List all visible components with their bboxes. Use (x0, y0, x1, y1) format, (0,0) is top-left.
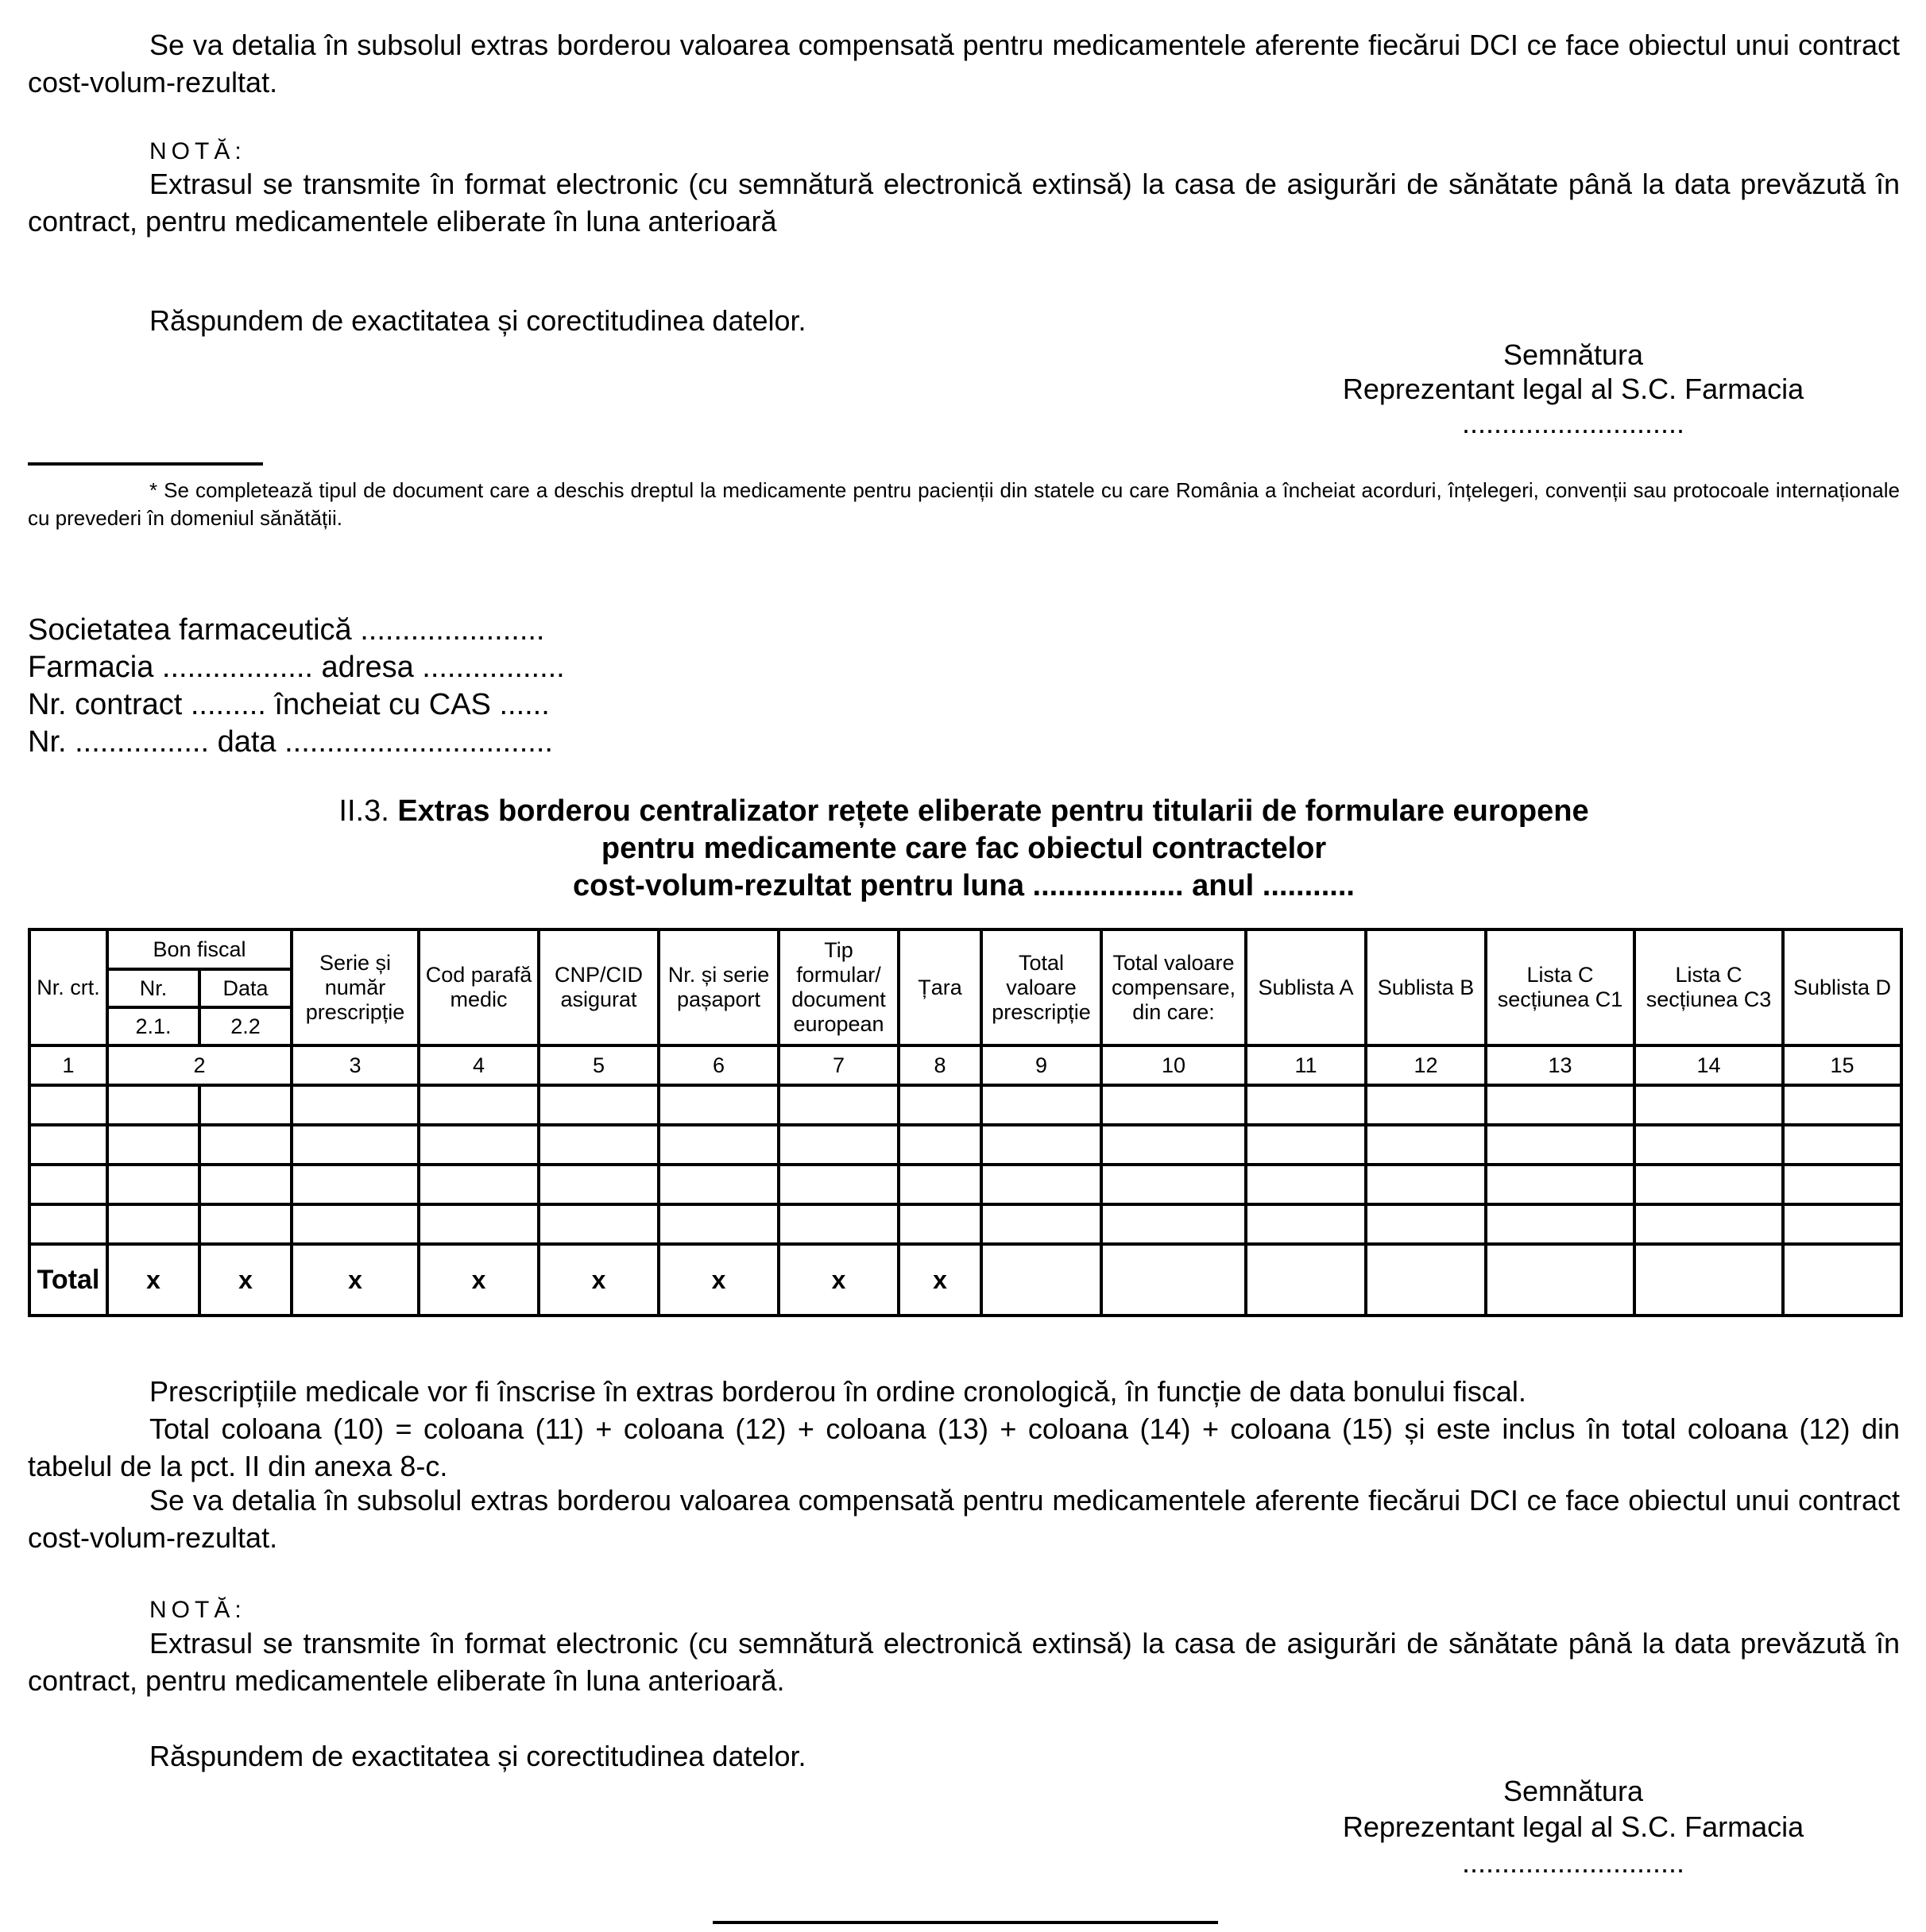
table-cell[interactable] (899, 1204, 981, 1244)
table-cell[interactable] (1366, 1085, 1486, 1125)
table-cell[interactable] (199, 1204, 292, 1244)
column-number: 8 (899, 1045, 981, 1085)
table-cell[interactable] (1246, 1085, 1366, 1125)
column-number: 11 (1246, 1045, 1366, 1085)
table-cell[interactable] (1486, 1125, 1634, 1165)
table-cell[interactable] (1246, 1165, 1366, 1204)
column-number: 5 (539, 1045, 659, 1085)
page-title (28, 793, 1900, 905)
borderou-table (28, 928, 1903, 1317)
table-row (29, 1165, 1901, 1204)
table-cell[interactable] (899, 1125, 981, 1165)
header-total-valoare-compensare: Total valoare compensare, din care: (1101, 929, 1246, 1045)
table-cell[interactable] (1366, 1125, 1486, 1165)
signature-block-top (1295, 338, 1851, 440)
table-cell[interactable] (107, 1085, 199, 1125)
table-cell[interactable] (292, 1165, 419, 1204)
column-number: 1 (29, 1045, 107, 1085)
total-mark: x (199, 1244, 292, 1316)
header-lista-c1: Lista C secțiunea C1 (1486, 929, 1634, 1045)
table-cell[interactable] (292, 1204, 419, 1244)
total-row (29, 1244, 1901, 1316)
table-cell[interactable] (659, 1125, 779, 1165)
table-cell[interactable] (1634, 1085, 1783, 1125)
column-number: 6 (659, 1045, 779, 1085)
total-cell-10[interactable] (1101, 1244, 1246, 1316)
table-cell[interactable] (1101, 1165, 1246, 1204)
column-number: 2 (107, 1045, 292, 1085)
header-lista-c3: Lista C secțiunea C3 (1634, 929, 1783, 1045)
nota-label-bottom: NOTĂ: (149, 1597, 246, 1623)
signature-block-bottom (1295, 1773, 1851, 1880)
table-cell[interactable] (107, 1165, 199, 1204)
column-number-row (29, 1045, 1901, 1085)
table-cell[interactable] (1634, 1125, 1783, 1165)
table-cell[interactable] (539, 1204, 659, 1244)
total-mark: x (419, 1244, 539, 1316)
header-sublista-d: Sublista D (1783, 929, 1901, 1045)
footnote-separator (28, 462, 263, 466)
header-nr-crt: Nr. crt. (29, 929, 107, 1045)
table-cell[interactable] (107, 1125, 199, 1165)
table-cell[interactable] (199, 1165, 292, 1204)
signature-role: Reprezentant legal al S.C. Farmacia (1342, 373, 1804, 405)
table-cell[interactable] (539, 1125, 659, 1165)
signature-label: Semnătura (1503, 1775, 1644, 1807)
column-number: 10 (1101, 1045, 1246, 1085)
total-cell-15[interactable] (1783, 1244, 1901, 1316)
table-cell[interactable] (981, 1204, 1101, 1244)
detail-paragraph-bottom (28, 1482, 1900, 1556)
header-bon-data-code: 2.2 (199, 1007, 292, 1045)
table-cell[interactable] (1366, 1204, 1486, 1244)
header-cnp-cid-asigurat: CNP/CID asigurat (539, 929, 659, 1045)
table-cell[interactable] (539, 1165, 659, 1204)
table-cell[interactable] (419, 1204, 539, 1244)
detail-paragraph-bottom-text: Se va detalia în subsolul extras borderou valoarea compensată pentru medicamentele aferente fiecărui DCI ce face obiectul unui contract cost-volum-rezultat. (28, 1484, 1900, 1554)
contract-line: Nr. contract ......... încheiat cu CAS ...... (28, 688, 550, 721)
table-cell[interactable] (1366, 1165, 1486, 1204)
table-cell[interactable] (29, 1085, 107, 1125)
table-cell[interactable] (199, 1125, 292, 1165)
table-cell[interactable] (659, 1085, 779, 1125)
page-end-separator (713, 1921, 1218, 1924)
nota-paragraph-top (28, 165, 1900, 240)
table-cell[interactable] (1783, 1204, 1901, 1244)
header-bon-nr: Nr. (107, 969, 199, 1007)
total-mark: x (779, 1244, 899, 1316)
table-cell[interactable] (292, 1125, 419, 1165)
table-cell[interactable] (1783, 1125, 1901, 1165)
table-cell[interactable] (659, 1204, 779, 1244)
table-cell[interactable] (1486, 1165, 1634, 1204)
total-cell-12[interactable] (1366, 1244, 1486, 1316)
column-number: 15 (1783, 1045, 1901, 1085)
chronological-order-note-text: Prescripțiile medicale vor fi înscrise în extras borderou în ordine cronologică, în funcție de data bonului fiscal. (149, 1375, 1526, 1408)
table-cell[interactable] (1783, 1085, 1901, 1125)
table-cell[interactable] (419, 1125, 539, 1165)
table-cell[interactable] (199, 1085, 292, 1125)
total-cell-14[interactable] (1634, 1244, 1783, 1316)
column-number: 13 (1486, 1045, 1634, 1085)
column-number: 12 (1366, 1045, 1486, 1085)
table-cell[interactable] (981, 1085, 1101, 1125)
total-mark: x (292, 1244, 419, 1316)
column-number: 3 (292, 1045, 419, 1085)
signature-role: Reprezentant legal al S.C. Farmacia (1342, 1810, 1804, 1843)
header-sublista-b: Sublista B (1366, 929, 1486, 1045)
table-cell[interactable] (779, 1125, 899, 1165)
responsibility-statement-bottom: Răspundem de exactitatea și corectitudinea datelor. (149, 1740, 806, 1772)
table-cell[interactable] (1486, 1204, 1634, 1244)
header-bon-nr-code: 2.1. (107, 1007, 199, 1045)
number-date-line: Nr. ................ data ................................ (28, 725, 553, 759)
title-line-1 (28, 793, 1900, 830)
header-total-valoare-prescriptie: Total valoare prescripție (981, 929, 1101, 1045)
column-number: 9 (981, 1045, 1101, 1085)
total-label: Total (29, 1244, 107, 1316)
column-sum-note (28, 1410, 1900, 1485)
table-cell[interactable] (1246, 1125, 1366, 1165)
table-cell[interactable] (419, 1165, 539, 1204)
header-serie-numar-prescriptie: Serie și număr prescripție (292, 929, 419, 1045)
header-row-1 (29, 929, 1901, 969)
table-cell[interactable] (539, 1085, 659, 1125)
header-bon-fiscal: Bon fiscal (107, 929, 292, 969)
table-cell[interactable] (1101, 1085, 1246, 1125)
form-header-fields (28, 612, 565, 761)
header-sublista-a: Sublista A (1246, 929, 1366, 1045)
table-row (29, 1125, 1901, 1165)
detail-paragraph-top (28, 26, 1900, 101)
table-cell[interactable] (419, 1085, 539, 1125)
table-cell[interactable] (29, 1165, 107, 1204)
detail-paragraph-top-text: Se va detalia în subsolul extras borderou valoarea compensată pentru medicamentele aferente fiecărui DCI ce face obiectul unui contract cost-volum-rezultat. (28, 29, 1900, 99)
table-cell[interactable] (779, 1085, 899, 1125)
column-number: 7 (779, 1045, 899, 1085)
pharma-company-line: Societatea farmaceutică ...................... (28, 613, 545, 647)
table-row (29, 1085, 1901, 1125)
table-cell[interactable] (1246, 1204, 1366, 1244)
table-cell[interactable] (899, 1165, 981, 1204)
table-cell[interactable] (1101, 1204, 1246, 1244)
signature-label: Semnătura (1503, 338, 1644, 371)
table-cell[interactable] (981, 1125, 1101, 1165)
column-number: 14 (1634, 1045, 1783, 1085)
total-mark: x (107, 1244, 199, 1316)
total-mark: x (539, 1244, 659, 1316)
table-cell[interactable] (779, 1204, 899, 1244)
title-line-3: cost-volum-rezultat pentru luna .................. anul ........... (573, 869, 1355, 902)
header-bon-data: Data (199, 969, 292, 1007)
table-cell[interactable] (1101, 1125, 1246, 1165)
total-cell-13[interactable] (1486, 1244, 1634, 1316)
table-cell[interactable] (779, 1165, 899, 1204)
nota-label-top: NOTĂ: (149, 138, 246, 164)
table-cell[interactable] (1486, 1085, 1634, 1125)
table-cell[interactable] (1783, 1165, 1901, 1204)
table-cell[interactable] (29, 1204, 107, 1244)
title-section-number: II.3. (338, 794, 398, 828)
chronological-order-note (28, 1373, 1900, 1410)
table-cell[interactable] (292, 1085, 419, 1125)
title-line-1-text: Extras borderou centralizator rețete eliberate pentru titularii de formulare europene (397, 794, 1589, 828)
header-cod-parafa-medic: Cod parafă medic (419, 929, 539, 1045)
total-cell-9[interactable] (981, 1244, 1101, 1316)
signature-blank: ............................ (1461, 1846, 1685, 1879)
column-number: 4 (419, 1045, 539, 1085)
column-sum-note-text: Total coloana (10) = coloana (11) + coloana (12) + coloana (13) + coloana (14) + coloana (15) și este inclus în total coloana (12) din tabelul de la pct. II din anexa 8-c. (28, 1412, 1900, 1482)
header-tip-formular: Tip formular/ document european (779, 929, 899, 1045)
header-tara: Țara (899, 929, 981, 1045)
table-body (29, 1085, 1901, 1244)
responsibility-statement-top: Răspundem de exactitatea și corectitudinea datelor. (149, 304, 806, 337)
table-cell[interactable] (107, 1204, 199, 1244)
total-mark: x (659, 1244, 779, 1316)
pharmacy-address-line: Farmacia .................. adresa ................. (28, 651, 565, 684)
table-cell[interactable] (1634, 1165, 1783, 1204)
table-cell[interactable] (659, 1165, 779, 1204)
table-cell[interactable] (29, 1125, 107, 1165)
nota-paragraph-bottom (28, 1625, 1900, 1699)
table-cell[interactable] (899, 1085, 981, 1125)
table-row (29, 1204, 1901, 1244)
signature-blank: ............................ (1461, 407, 1685, 439)
footnote-text: * Se completează tipul de document care a deschis dreptul la medicamente pentru pacienții din statele cu care România a încheiat acorduri, înțelegeri, convenții sau protocoale internaționale cu prevederi în domeniul sănătății. (28, 478, 1900, 530)
header-nr-serie-pasaport: Nr. și serie pașaport (659, 929, 779, 1045)
nota-paragraph-bottom-text: Extrasul se transmite în format electronic (cu semnătură electronică extinsă) la casa de asigurări de sănătate până la data prevăzută în contract, pentru medicamentele eliberate în luna anterioară. (28, 1627, 1900, 1697)
total-cell-11[interactable] (1246, 1244, 1366, 1316)
table-cell[interactable] (1634, 1204, 1783, 1244)
total-mark: x (899, 1244, 981, 1316)
nota-paragraph-top-text: Extrasul se transmite în format electronic (cu semnătură electronică extinsă) la casa de asigurări de sănătate până la data prevăzută în contract, pentru medicamentele eliberate în luna anterioară (28, 168, 1900, 238)
table-cell[interactable] (981, 1165, 1101, 1204)
footnote (28, 477, 1900, 532)
title-line-2: pentru medicamente care fac obiectul contractelor (601, 832, 1327, 865)
